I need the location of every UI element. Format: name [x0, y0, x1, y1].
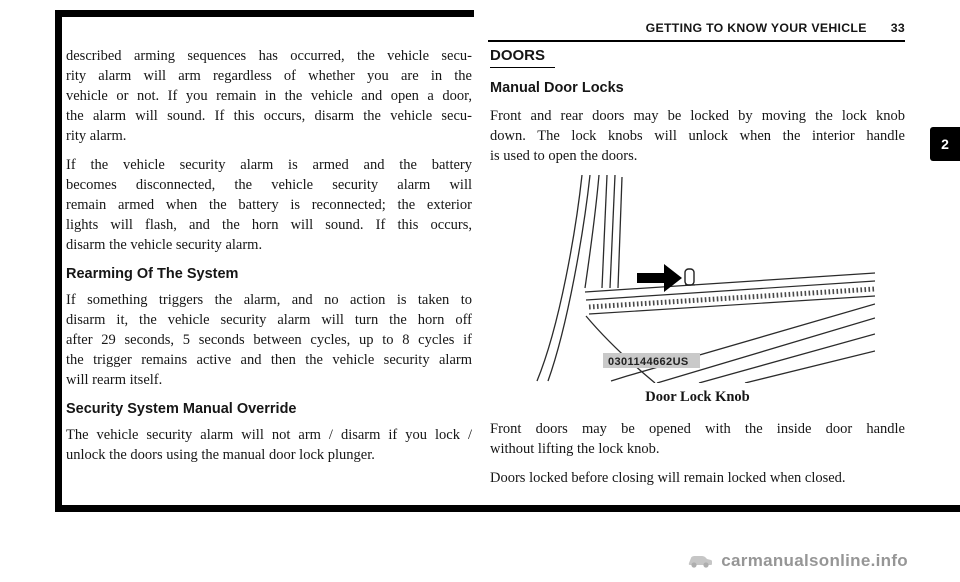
image-code-label [603, 353, 700, 368]
text-line: vehicle or not. If you remain in the vehicle and open a door, [66, 88, 472, 104]
image-code-text: 0301144662US [608, 356, 689, 368]
paragraph-rearming [66, 290, 472, 390]
sill-lines [585, 273, 875, 314]
text-line: If something triggers the alarm, and no action is taken to [66, 292, 472, 308]
bottom-rule-bar [55, 505, 960, 512]
section-tab: 2 [930, 127, 960, 161]
text-line: the alarm will sound. If this occurs, disarm the vehicle secu- [66, 108, 472, 124]
text-line: will rearm itself. [66, 372, 163, 388]
text-line: If the vehicle security alarm is armed and the battery [66, 157, 472, 173]
text-line: described arming sequences has occurred, the vehicle secu- [66, 48, 472, 64]
text-line: rity alarm. [66, 128, 127, 144]
paragraph-manual-override [66, 425, 472, 465]
rearming-heading: Rearming Of The System [66, 266, 239, 282]
text-line: remain armed when the battery is reconnected; the exterior [66, 197, 472, 213]
doors-heading: DOORS [490, 47, 555, 68]
door-lock-illustration [519, 175, 875, 383]
manual-override-heading: Security System Manual Override [66, 401, 297, 417]
paragraph-lock-knob [490, 106, 905, 166]
door-panel-lines [586, 304, 875, 383]
text-line: lights will flash, and the horn will sound. If this occurs, [66, 217, 472, 233]
text-line: disarm the vehicle security alarm. [66, 237, 263, 253]
header-rule [488, 40, 905, 42]
text-line: is used to open the doors. [490, 148, 638, 164]
text-line: Front doors may be opened with the inside door handle [490, 421, 905, 437]
lock-knob [685, 269, 695, 285]
header-title: GETTING TO KNOW YOUR VEHICLE [645, 21, 867, 35]
top-rule-bar [55, 10, 474, 17]
text-line: down. The lock knobs will unlock when the interior handle [490, 128, 905, 144]
watermark-link[interactable] [687, 551, 908, 571]
text-line: the trigger remains active and then the vehicle security alarm [66, 352, 472, 368]
header-page-number: 33 [890, 21, 905, 35]
paragraph-locked-before-closing [490, 468, 905, 488]
right-column [490, 46, 905, 497]
manual-door-locks-heading: Manual Door Locks [490, 80, 624, 96]
paragraph-arming-sequence [66, 46, 472, 146]
text-line: unlock the doors using the manual door lock plunger. [66, 447, 375, 463]
figure-caption: Door Lock Knob [645, 389, 750, 405]
text-line: without lifting the lock knob. [490, 441, 660, 457]
watermark-text[interactable]: carmanualsonline.info [721, 551, 908, 570]
text-line: Front and rear doors may be locked by moving the lock knob [490, 108, 905, 124]
page-header [646, 21, 905, 35]
pillar-lines [537, 175, 622, 381]
door-lock-knob-figure [519, 175, 875, 383]
text-line: rity alarm will arm regardless of whether you are in the [66, 68, 472, 84]
text-line: Doors locked before closing will remain locked when closed. [490, 470, 846, 486]
left-rule-bar [55, 10, 62, 512]
text-line: The vehicle security alarm will not arm / disarm if you lock / [66, 427, 472, 443]
left-column [66, 46, 472, 474]
paragraph-inside-handle [490, 419, 905, 459]
paragraph-battery-disconnect [66, 155, 472, 255]
text-line: becomes disconnected, the vehicle security alarm will [66, 177, 472, 193]
watermark-logo-icon [687, 553, 713, 569]
text-line: after 29 seconds, 5 seconds between cycles, up to 8 cycles if [66, 332, 472, 348]
text-line: disarm it, the vehicle security alarm will turn the horn off [66, 312, 472, 328]
